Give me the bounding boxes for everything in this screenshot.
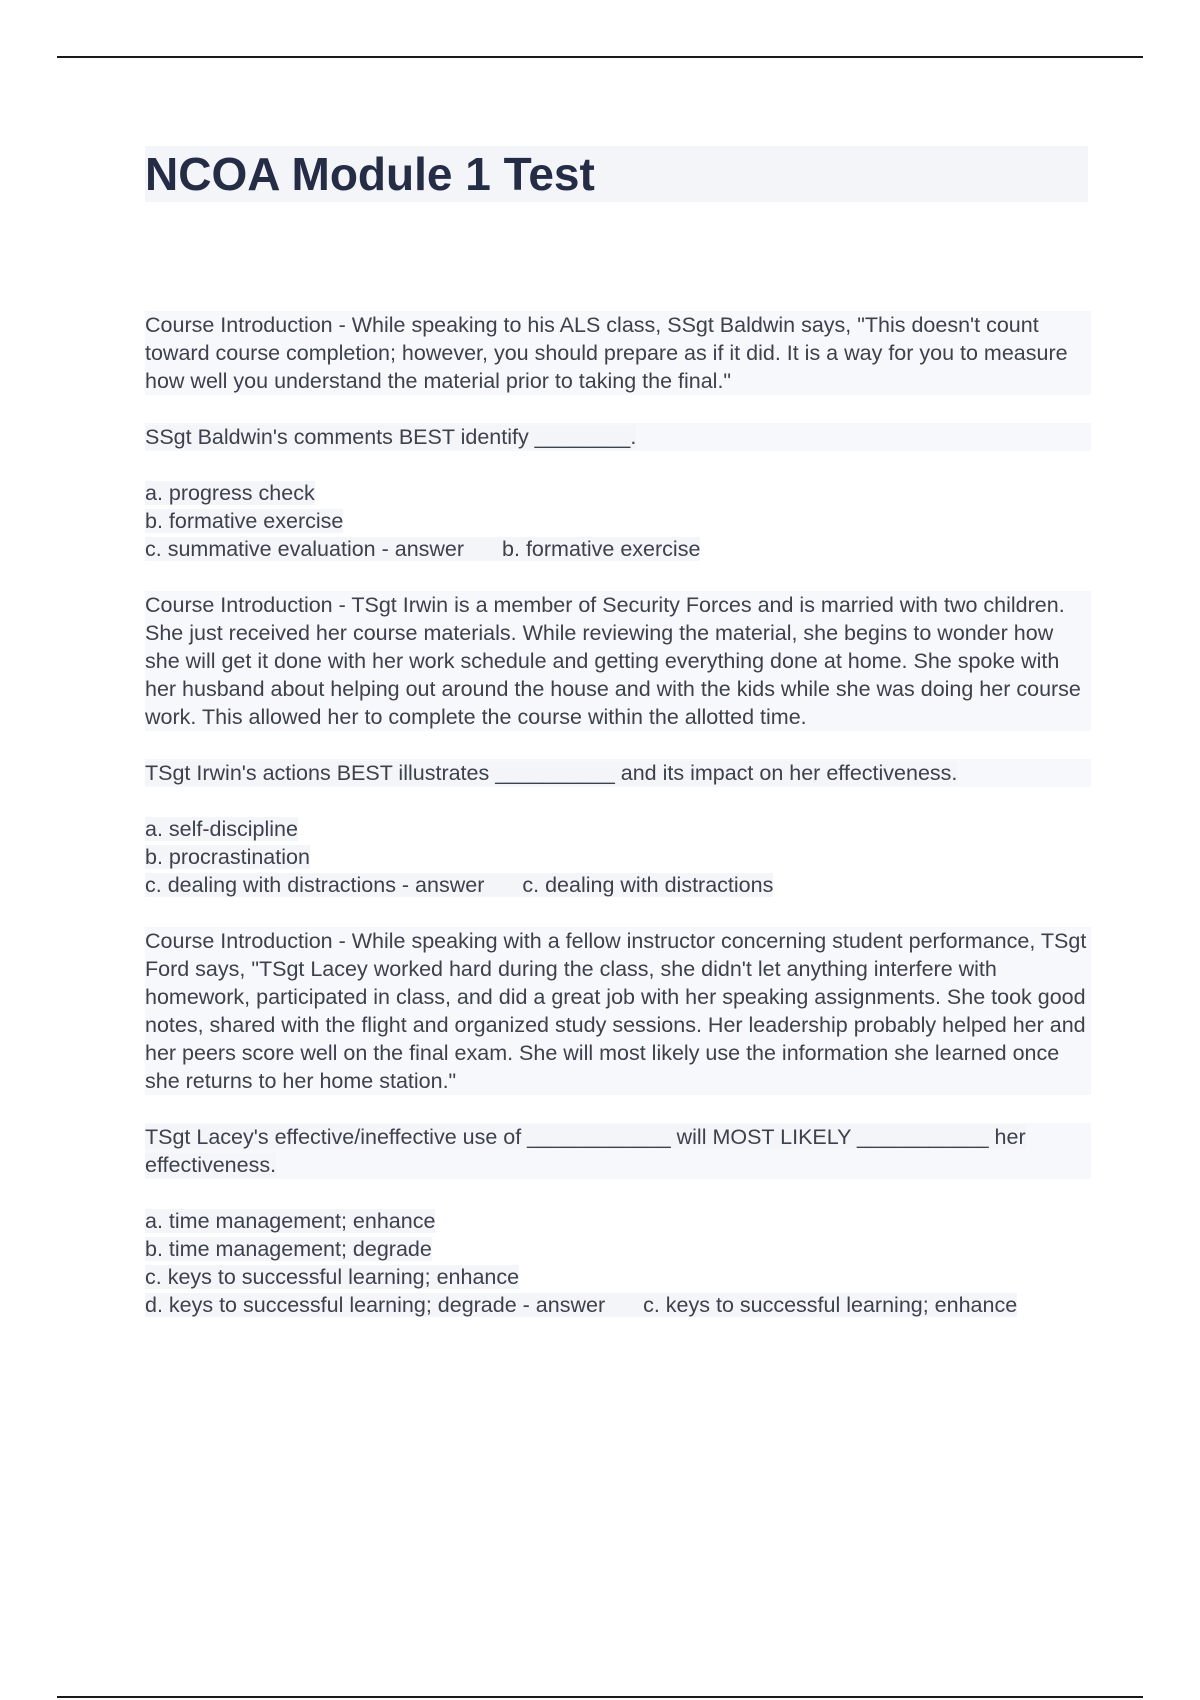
answer-text: c. keys to successful learning; enhance — [643, 1293, 1018, 1317]
option-text: d. keys to successful learning; degrade - answer — [145, 1293, 606, 1317]
option-text: c. dealing with distractions - answer — [145, 873, 485, 897]
question-2-options — [145, 815, 1091, 899]
option-item-with-answer — [145, 535, 1091, 563]
question-prompt-text: SSgt Baldwin's comments BEST identify ________. — [145, 425, 637, 449]
question-2-scenario: Course Introduction - TSgt Irwin is a member of Security Forces and is married with two children. She just received her course materials. While reviewing the material, she begins to wonder how she will get it done with her work schedule and getting everything done at home. She spoke with her husband about helping out around the house and with the kids while she was doing her course work. This allowed her to complete the course within the allotted time. — [145, 591, 1091, 731]
option-text: a. progress check — [145, 481, 315, 505]
option-text: b. time management; degrade — [145, 1237, 432, 1261]
answer-text: b. formative exercise — [502, 537, 701, 561]
option-text: c. keys to successful learning; enhance — [145, 1265, 520, 1289]
question-1-scenario: Course Introduction - While speaking to his ALS class, SSgt Baldwin says, "This doesn't count toward course completion; however, you should prepare as if it did. It is a way for you to measure how well you understand the material prior to taking the final." — [145, 311, 1091, 395]
top-rule — [57, 56, 1143, 58]
option-item-with-answer — [145, 871, 1091, 899]
option-item — [145, 843, 1091, 871]
option-item — [145, 1263, 1091, 1291]
option-item — [145, 1207, 1091, 1235]
question-3-prompt — [145, 1123, 1091, 1179]
option-text: b. formative exercise — [145, 509, 344, 533]
option-text: a. self-discipline — [145, 817, 298, 841]
option-text: b. procrastination — [145, 845, 310, 869]
question-1-options — [145, 479, 1091, 563]
option-text: a. time management; enhance — [145, 1209, 436, 1233]
question-3-scenario: Course Introduction - While speaking with a fellow instructor concerning student performance, TSgt Ford says, "TSgt Lacey worked hard during the class, she didn't let anything interfere with homework, participated in class, and did a great job with her speaking assignments. She took good notes, shared with the flight and organized study sessions. Her leadership probably helped her and her peers score well on the final exam. She will most likely use the information she learned once she returns to her home station." — [145, 927, 1091, 1095]
document-body — [145, 311, 1091, 1347]
question-1-prompt — [145, 423, 1091, 451]
bottom-rule — [57, 1696, 1143, 1698]
option-item — [145, 507, 1091, 535]
option-item — [145, 815, 1091, 843]
option-item — [145, 479, 1091, 507]
question-3-options — [145, 1207, 1091, 1319]
question-2-prompt — [145, 759, 1091, 787]
question-prompt-text: TSgt Lacey's effective/ineffective use of ____________ will MOST LIKELY ___________ her effectiveness. — [145, 1125, 1026, 1177]
option-item — [145, 1235, 1091, 1263]
page-title: NCOA Module 1 Test — [145, 148, 595, 200]
answer-text: c. dealing with distractions — [522, 873, 774, 897]
option-text: c. summative evaluation - answer — [145, 537, 465, 561]
title-block — [145, 146, 1088, 202]
question-prompt-text: TSgt Irwin's actions BEST illustrates __________ and its impact on her effectiveness. — [145, 761, 958, 785]
option-item-with-answer — [145, 1291, 1091, 1319]
